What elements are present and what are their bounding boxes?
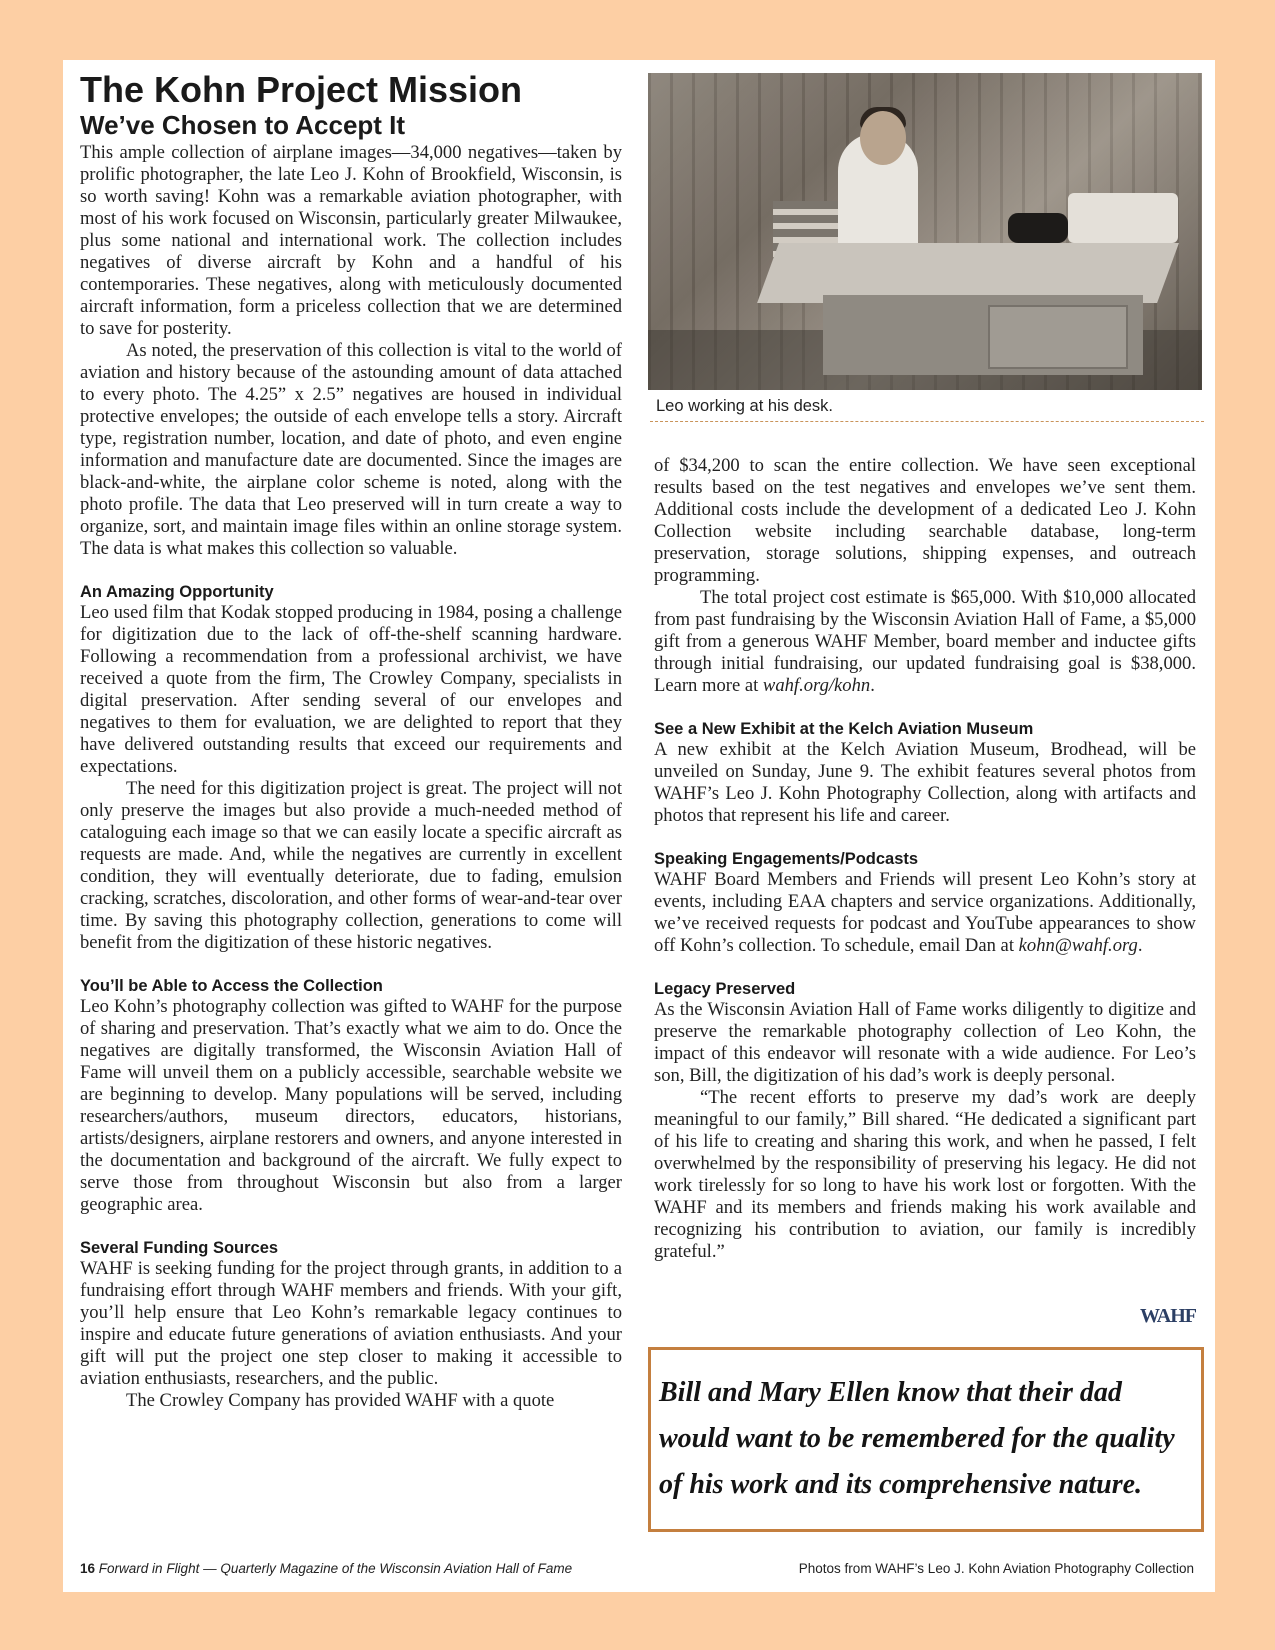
- right-column: [654, 455, 1196, 1263]
- paragraph-speaking: WAHF Board Members and Friends will present Leo Kohn’s story at events, including EAA chapters and service organizations. Additionally, we’ve received requests for podcast and YouTube appearances to show off Kohn’s collection. To schedule, email Dan at kohn@wahf.org.: [654, 869, 1196, 956]
- kohn-web-link[interactable]: wahf.org/kohn: [762, 675, 871, 696]
- paragraph-legacy: As the Wisconsin Aviation Hall of Fame works diligently to digitize and preserve the remarkable photography collection of Leo Kohn, the impact of this endeavor will resonate with a wide audience. For Leo’s son, Bill, the digitization of his dad’s work is deeply personal.: [654, 999, 1196, 1086]
- paragraph-exhibit: A new exhibit at the Kelch Aviation Museum, Brodhead, will be unveiled on Sunday, June 9. The exhibit features several photos from WAHF’s Leo J. Kohn Photography Collection, along with artifacts and photos that represent his life and career.: [654, 739, 1196, 826]
- paragraph-quote-cost: of $34,200 to scan the entire collection. We have seen exceptional results based on the test negatives and envelopes we’ve sent them. Additional costs include the development of a dedicated Leo J. Kohn Collection website including searchable database, long-term preservation, storage solutions, shipping expenses, and outreach programming.: [654, 455, 1196, 586]
- magazine-title: Forward in Flight — Quarterly Magazine of the Wisconsin Aviation Hall of Fame: [98, 1561, 573, 1576]
- pull-quote-text: Bill and Mary Ellen know that their dad would want to be remembered for the quality of his work and its comprehensive nature.: [659, 1377, 1175, 1500]
- heading-speaking: Speaking Engagements/Podcasts: [654, 850, 919, 868]
- paragraph-kodak: Leo used film that Kodak stopped producing in 1984, posing a challenge for digitization due to the lack of off-the-shelf scanning hardware. Following a recommendation from a professional archivist, we have received a quote from the firm, The Crowley Company, specialists in digital preservation. After sending several of our envelopes and negatives to them for evaluation, we are delighted to report that they have delivered outstanding results that exceed our requirements and expectations.: [80, 602, 622, 777]
- caption-divider: [650, 421, 1204, 422]
- paragraph-total-cost: The total project cost estimate is $65,000. With $10,000 allocated from past fundraising by the Wisconsin Aviation Hall of Fame, a $5,000 gift from a generous WAHF Member, board member and inductee gifts through initial fundraising, our updated fundraising goal is $38,000. Learn more at wahf.org/kohn.: [654, 587, 1196, 696]
- footer-magazine: [80, 1561, 572, 1576]
- article-title: The Kohn Project Mission: [80, 69, 523, 110]
- paragraph-preservation: As noted, the preservation of this collection is vital to the world of aviation and history because of the astounding amount of data attached to every photo. The 4.25” x 2.5” negatives are housed in individual protective envelopes; the outside of each envelope tells a story. Aircraft type, registration number, location, and date of photo, and even engine information and manufacture date are documented. Since the images are black-and-white, the airplane color scheme is noted, along with the photo profile. The data that Leo preserved will in turn create a way to organize, sort, and maintain image files within an online storage system. The data is what makes this collection so valuable.: [80, 340, 622, 559]
- paragraph-funding: WAHF is seeking funding for the project through grants, in addition to a fundraising effort through WAHF members and friends. With your gift, you’ll help ensure that Leo Kohn’s remarkable legacy continues to inspire and educate future generations of aviation enthusiasts. And your gift will put the project one step closer to making it accessible to aviation enthusiasts, researchers, and the public.: [80, 1258, 622, 1389]
- pull-quote-box: [648, 1347, 1204, 1532]
- paragraph-bill-quote: “The recent efforts to preserve my dad’s work are deeply meaningful to our family,” Bill shared. “He dedicated a significant part of his life to creating and sharing this work, and when he passed, I felt overwhelmed by the responsibility of preserving his legacy. He did not work tirelessly for so long to have his work lost or forgotten. With the WAHF and its members and friends making his work available and recognizing his contribution to aviation, our family is incredibly grateful.”: [654, 1087, 1196, 1262]
- paragraph-need: The need for this digitization project is great. The project will not only preserve the images but also provide a much-needed method of cataloguing each image so that we can easily locate a specific aircraft as requests are made. And, while the negatives are currently in excellent condition, they will eventually deteriorate, due to fading, emulsion cracking, scratches, discoloration, and other forms of wear-and-tear over time. By saving this photography collection, generations to come will benefit from the digitization of these historic negatives.: [80, 778, 622, 953]
- footer-photo-credit: Photos from WAHF’s Leo J. Kohn Aviation Photography Collection: [798, 1561, 1194, 1576]
- paragraph-access: Leo Kohn’s photography collection was gifted to WAHF for the purpose of sharing and preservation. That’s exactly what we aim to do. Once the negatives are digitally transformed, the Wisconsin Aviation Hall of Fame will unveil them on a publicly accessible, searchable website we are beginning to develop. Many populations will be served, including researchers/authors, museum directors, educators, historians, artists/designers, airplane restorers and owners, and anyone interested in the documentation and background of the aircraft. We fully expect to serve those from throughout Wisconsin but also from a larger geographic area.: [80, 996, 622, 1215]
- article-subtitle: We’ve Chosen to Accept It: [80, 110, 406, 140]
- leo-desk-photo: [648, 73, 1202, 390]
- heading-opportunity: An Amazing Opportunity: [80, 583, 274, 601]
- photo-caption: Leo working at his desk.: [656, 397, 834, 415]
- wahf-logo: WAHF: [1140, 1305, 1196, 1327]
- left-column: [80, 70, 622, 1412]
- page-number: 16: [80, 1561, 96, 1576]
- heading-legacy: Legacy Preserved: [654, 980, 796, 998]
- paragraph-intro: This ample collection of airplane images—34,000 negatives—taken by prolific photographer, the late Leo J. Kohn of Brookfield, Wisconsin, is so worth saving! Kohn was a remarkable aviation photographer, with most of his work focused on Wisconsin, particularly greater Milwaukee, plus some national and international work. The collection includes negatives of diverse aircraft by Kohn and a handful of his contemporaries. These negatives, along with meticulously documented aircraft information, form a priceless collection that we are determined to save for posterity.: [80, 142, 622, 339]
- paragraph-crowley: The Crowley Company has provided WAHF with a quote: [126, 1390, 555, 1411]
- heading-funding: Several Funding Sources: [80, 1239, 279, 1257]
- kohn-email-link[interactable]: kohn@wahf.org: [1018, 935, 1138, 956]
- heading-access: You’ll be Able to Access the Collection: [80, 977, 383, 995]
- heading-exhibit: See a New Exhibit at the Kelch Aviation Museum: [654, 720, 1034, 738]
